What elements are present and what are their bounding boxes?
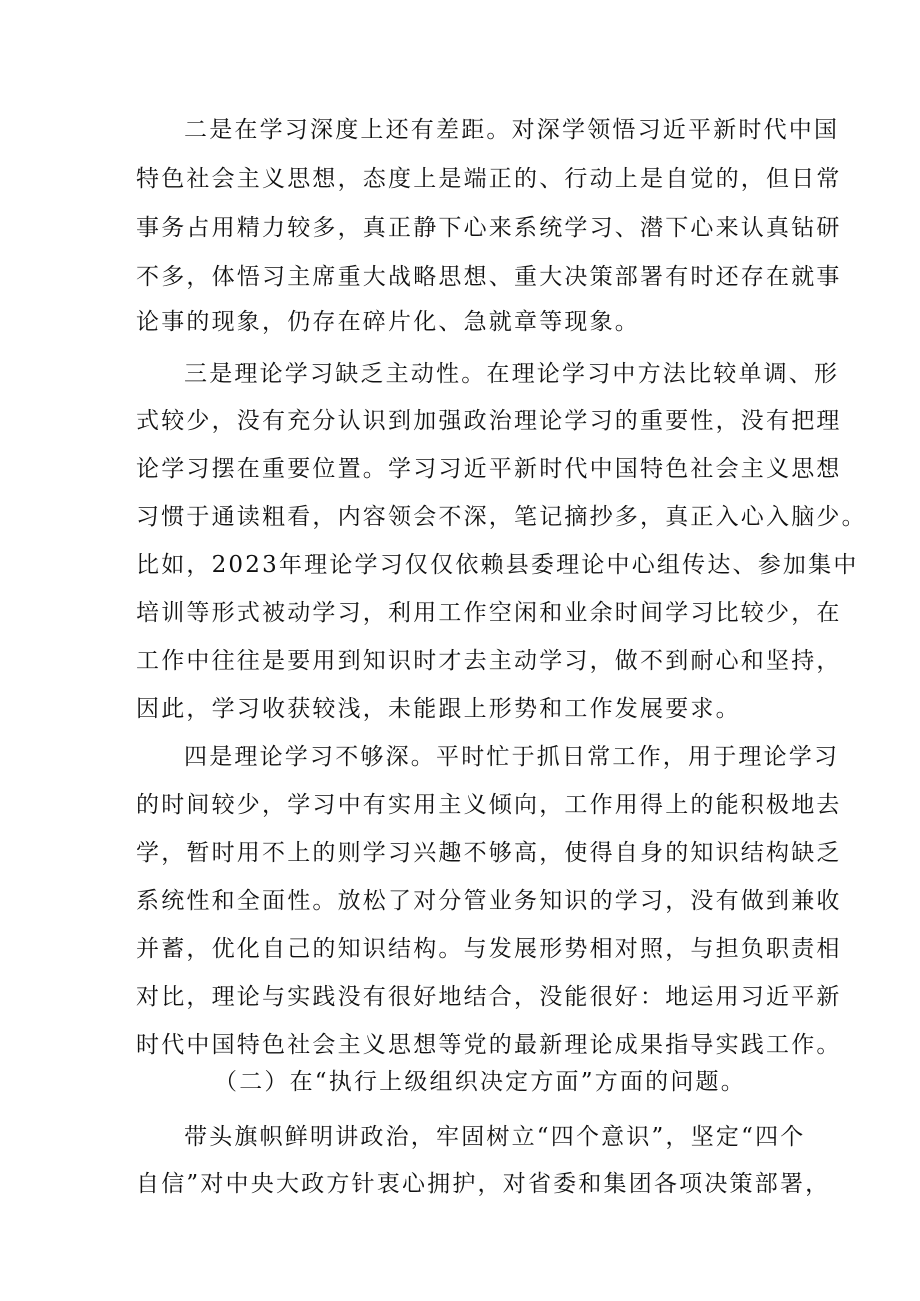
paragraph-line: 特色社会主义思想，态度上是端正的、行动上是自觉的，但日常 [136, 166, 842, 192]
paragraph-line: 四是理论学习不够深。平时忙于抓日常工作，用于理论学习 [184, 744, 840, 770]
paragraph-line: 带头旗帜鲜明讲政治，牢固树立“四个意识”，坚定“四个 [184, 1124, 806, 1150]
paragraph-line: 不多，体悟习主席重大战略思想、重大决策部署有时还存在就事 [136, 264, 842, 290]
paragraph-line: 并蓄，优化自己的知识结构。与发展形势相对照，与担负职责相 [136, 936, 842, 962]
paragraph-line: 工作中往往是要用到知识时才去主动学习，做不到耐心和坚持， [136, 648, 842, 674]
paragraph-line: 二是在学习深度上还有差距。对深学领悟习近平新时代中国 [184, 117, 840, 143]
section-heading: （二）在“执行上级组织决定方面”方面的问题。 [214, 1069, 746, 1095]
paragraph-line: 对比，理论与实践没有很好地结合，没能很好：地运用习近平新 [136, 984, 842, 1010]
paragraph-line: 三是理论学习缺乏主动性。在理论学习中方法比较单调、形 [184, 361, 840, 387]
paragraph-line: 因此，学习收获较浅，未能跟上形势和工作发展要求。 [136, 696, 741, 722]
paragraph-line: 学，暂时用不上的则学习兴趣不够高，使得自身的知识结构缺乏 [136, 840, 842, 866]
paragraph-line: 的时间较少，学习中有实用主义倾向，工作用得上的能积极地去 [136, 792, 842, 818]
paragraph-line: 培训等形式被动学习，利用工作空闲和业余时间学习比较少，在 [136, 600, 842, 626]
paragraph-line: 比如，2023年理论学习仅仅依赖县委理论中心组传达、参加集中 [136, 552, 859, 578]
paragraph-line: 论学习摆在重要位置。学习习近平新时代中国特色社会主义思想 [136, 456, 842, 482]
paragraph-line: 习惯于通读粗看，内容领会不深，笔记摘抄多，真正入心入脑少。 [136, 504, 867, 530]
paragraph-line: 事务占用精力较多，真正静下心来系统学习、潜下心来认真钻研 [136, 215, 842, 241]
paragraph-line: 时代中国特色社会主义思想等党的最新理论成果指导实践工作。 [136, 1032, 842, 1058]
paragraph-line: 系统性和全面性。放松了对分管业务知识的学习，没有做到兼收 [136, 888, 842, 914]
paragraph-line: 式较少，没有充分认识到加强政治理论学习的重要性，没有把理 [136, 408, 842, 434]
paragraph-line: 自信”对中央大政方针衷心拥护，对省委和集团各项决策部署， [136, 1171, 831, 1197]
paragraph-line: 论事的现象，仍存在碎片化、急就章等现象。 [136, 309, 640, 335]
